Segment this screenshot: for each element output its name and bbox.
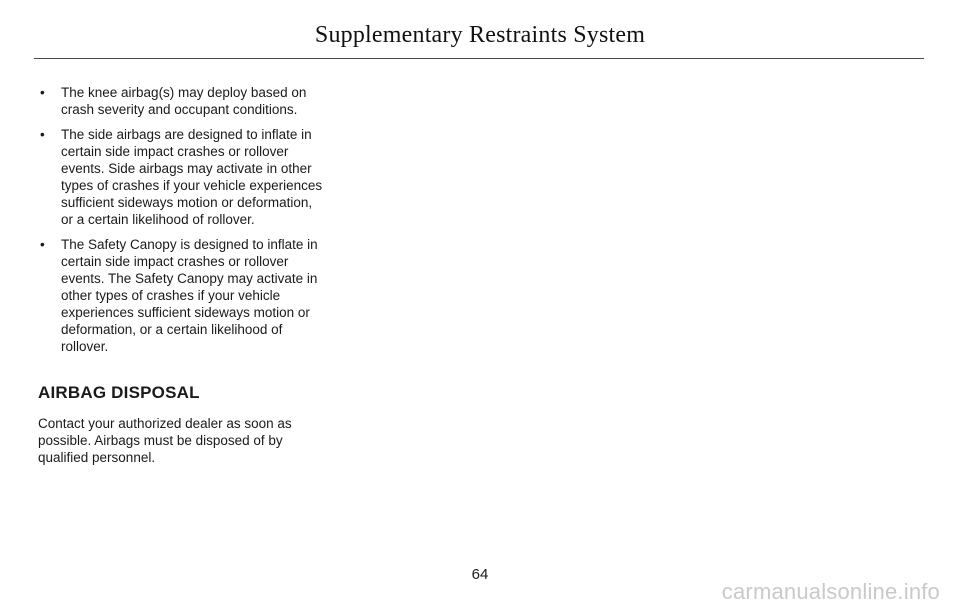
bullet-marker: •	[40, 127, 45, 142]
page-title: Supplementary Restraints System	[314, 22, 646, 48]
section-body: Contact your authorized dealer as soon as possible. Airbags must be disposed of by qualified personnel.	[38, 416, 292, 465]
bullet-marker: •	[40, 237, 45, 252]
bullet-list	[38, 84, 326, 355]
page-number: 64	[471, 566, 489, 583]
watermark: carmanualsonline.info	[721, 579, 940, 604]
bullet-text: The side airbags are designed to inflate in certain side impact crashes or rollover events. Side airbags may activate in other types of crashes if your vehicle experiences sufficient sideways motion or deformation, or a certain likelihood of rollover.	[61, 127, 323, 227]
section-heading: AIRBAG DISPOSAL	[38, 383, 200, 402]
bullet-item-side-airbags	[38, 126, 326, 228]
bullet-item-safety-canopy	[38, 236, 326, 355]
content-column	[38, 84, 326, 466]
header-divider	[34, 58, 924, 59]
bullet-text: The Safety Canopy is designed to inflate in certain side impact crashes or rollover events. The Safety Canopy may activate in other types of crashes if your vehicle experiences sufficient sideways motion or deformation, or a certain likelihood of rollover.	[61, 237, 318, 354]
bullet-item-knee-airbag	[38, 84, 326, 118]
bullet-marker: •	[40, 85, 45, 100]
bullet-text: The knee airbag(s) may deploy based on crash severity and occupant conditions.	[61, 85, 307, 117]
